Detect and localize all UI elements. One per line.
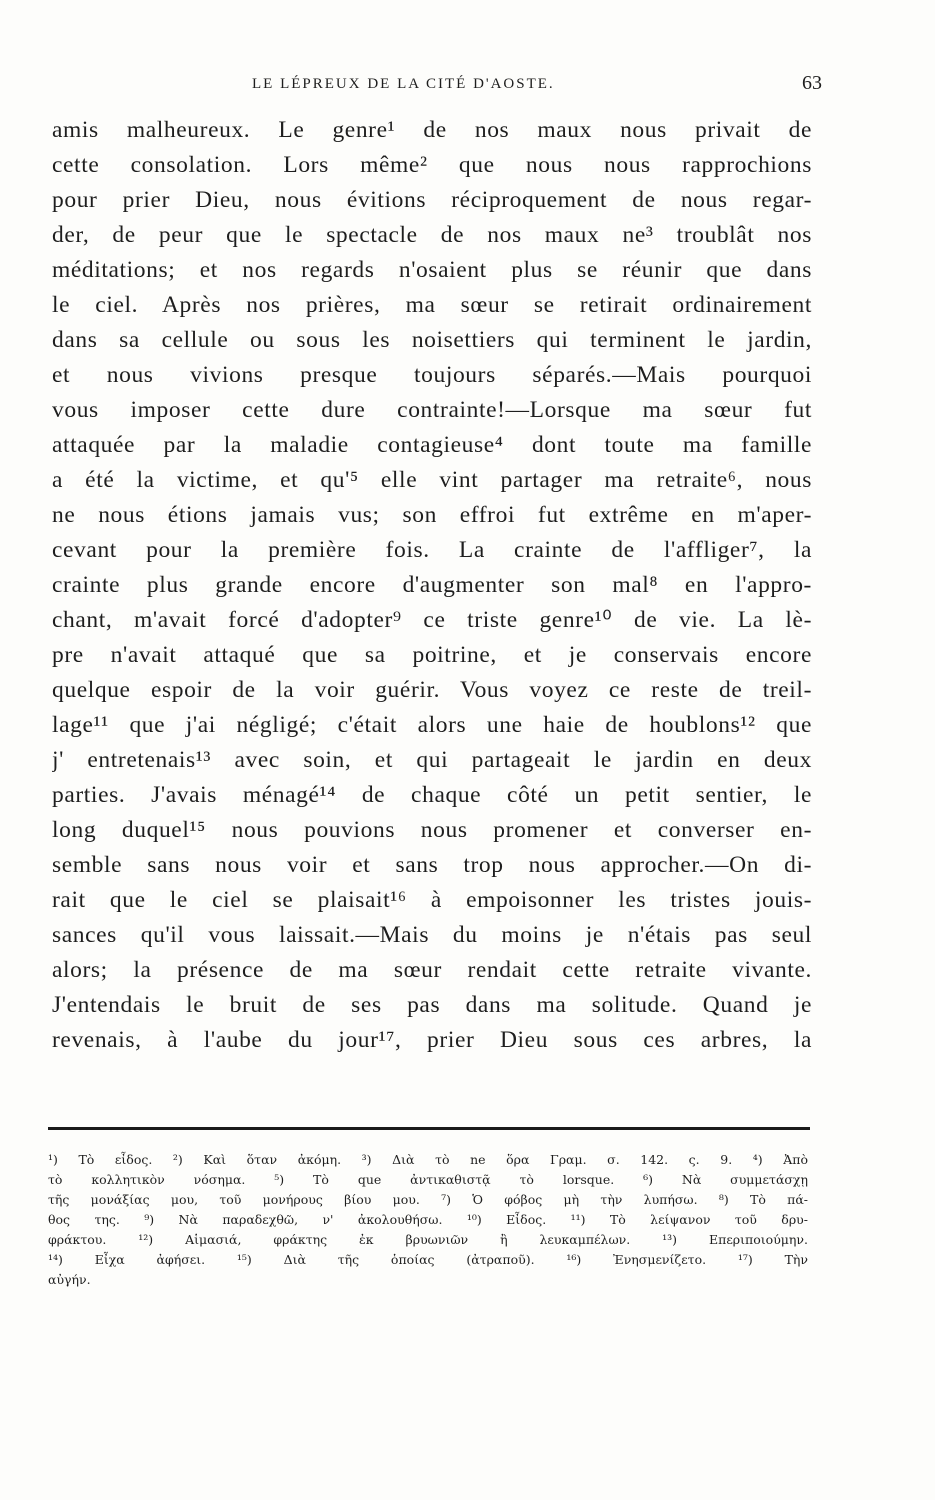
- footnote-line: τὸ κολλητικὸν νόσημα. ⁵) Τὸ que ἀντικαθιστᾷ τὸ lorsque. ⁶) Νὰ συμμετάσχῃ: [48, 1172, 808, 1187]
- text-line: crainte plus grande encore d'augmenter son mal⁸ en l'appro-: [52, 572, 812, 598]
- text-line: ne nous étions jamais vus; son effroi fut extrême en m'aper-: [52, 502, 812, 528]
- footnote-line: θος της. ⁹) Νὰ παραδεχθῶ, ν' ἀκολουθήσω. ¹⁰) Εἶδος. ¹¹) Τὸ λείψανον τοῦ δρυ-: [48, 1212, 808, 1227]
- text-line: sances qu'il vous laissait.—Mais du moins je n'étais pas seul: [52, 922, 812, 948]
- text-line: rait que le ciel se plaisait¹⁶ à empoisonner les tristes jouis-: [52, 887, 812, 913]
- footnote-divider: [48, 1127, 810, 1130]
- text-line: attaquée par la maladie contagieuse⁴ dont toute ma famille: [52, 432, 812, 458]
- text-line: a été la victime, et qu'⁵ elle vint partager ma retraite⁶, nous: [52, 467, 812, 493]
- text-line: pour prier Dieu, nous évitions réciproquement de nous regar-: [52, 187, 812, 213]
- footnote-line: ¹) Τὸ εἶδος. ²) Καὶ ὅταν ἀκόμη. ³) Διὰ τὸ ne ὅρα Γραμ. σ. 142. ς. 9. ⁴) Ἀπὸ: [48, 1152, 808, 1167]
- text-line: chant, m'avait forcé d'adopter⁹ ce triste genre¹⁰ de vie. La lè-: [52, 607, 812, 633]
- text-line: cevant pour la première fois. La crainte de l'affliger⁷, la: [52, 537, 812, 563]
- text-line: lage¹¹ que j'ai négligé; c'était alors une haie de houblons¹² que: [52, 712, 812, 738]
- text-line: quelque espoir de la voir guérir. Vous voyez ce reste de treil-: [52, 677, 812, 703]
- page-number: 63: [802, 72, 822, 94]
- text-line: j' entretenais¹³ avec soin, et qui partageait le jardin en deux: [52, 747, 812, 773]
- text-line: dans sa cellule ou sous les noisettiers qui terminent le jardin,: [52, 327, 812, 353]
- footnote-line: αὐγήν.: [48, 1272, 91, 1287]
- text-line: cette consolation. Lors même² que nous nous rapprochions: [52, 152, 812, 178]
- footnote-line: φράκτου. ¹²) Αἱμασιά, φράκτης ἐκ βρυωνιῶν ἢ λευκαμπέλων. ¹³) Επεριποιούμην.: [48, 1232, 808, 1247]
- text-line: semble sans nous voir et sans trop nous approcher.—On di-: [52, 852, 812, 878]
- text-line: pre n'avait attaqué que sa poitrine, et je conservais encore: [52, 642, 812, 668]
- footnotes: [48, 1150, 808, 1290]
- text-line: parties. J'avais ménagé¹⁴ de chaque côté un petit sentier, le: [52, 782, 812, 808]
- text-line: vous imposer cette dure contrainte!—Lorsque ma sœur fut: [52, 397, 812, 423]
- text-line: méditations; et nos regards n'osaient plus se réunir que dans: [52, 257, 812, 283]
- text-line: der, de peur que le spectacle de nos maux ne³ troublât nos: [52, 222, 812, 248]
- footnote-line: ¹⁴) Εἶχα ἀφήσει. ¹⁵) Διὰ τῆς ὁποίας (ἀτραποῦ). ¹⁶) Ἐνησμενίζετο. ¹⁷) Τὴν: [48, 1252, 808, 1267]
- body-text: [52, 113, 812, 1058]
- text-line: le ciel. Après nos prières, ma sœur se retirait ordinairement: [52, 292, 812, 318]
- running-title: LE LÉPREUX DE LA CITÉ D'AOSTE.: [252, 76, 555, 92]
- text-line: revenais, à l'aube du jour¹⁷, prier Dieu sous ces arbres, la: [52, 1027, 812, 1053]
- text-line: alors; la présence de ma sœur rendait cette retraite vivante.: [52, 957, 812, 983]
- text-line: J'entendais le bruit de ses pas dans ma solitude. Quand je: [52, 992, 812, 1018]
- text-line: amis malheureux. Le genre¹ de nos maux nous privait de: [52, 117, 812, 143]
- running-head: [52, 72, 822, 102]
- text-line: long duquel¹⁵ nous pouvions nous promener et converser en-: [52, 817, 812, 843]
- footnote-line: τῆς μονάξίας μου, τοῦ μονήρους βίου μου. ⁷) Ὁ φόβος μὴ τὴν λυπήσω. ⁸) Τὸ πά-: [48, 1192, 808, 1207]
- text-line: et nous vivions presque toujours séparés.—Mais pourquoi: [52, 362, 812, 388]
